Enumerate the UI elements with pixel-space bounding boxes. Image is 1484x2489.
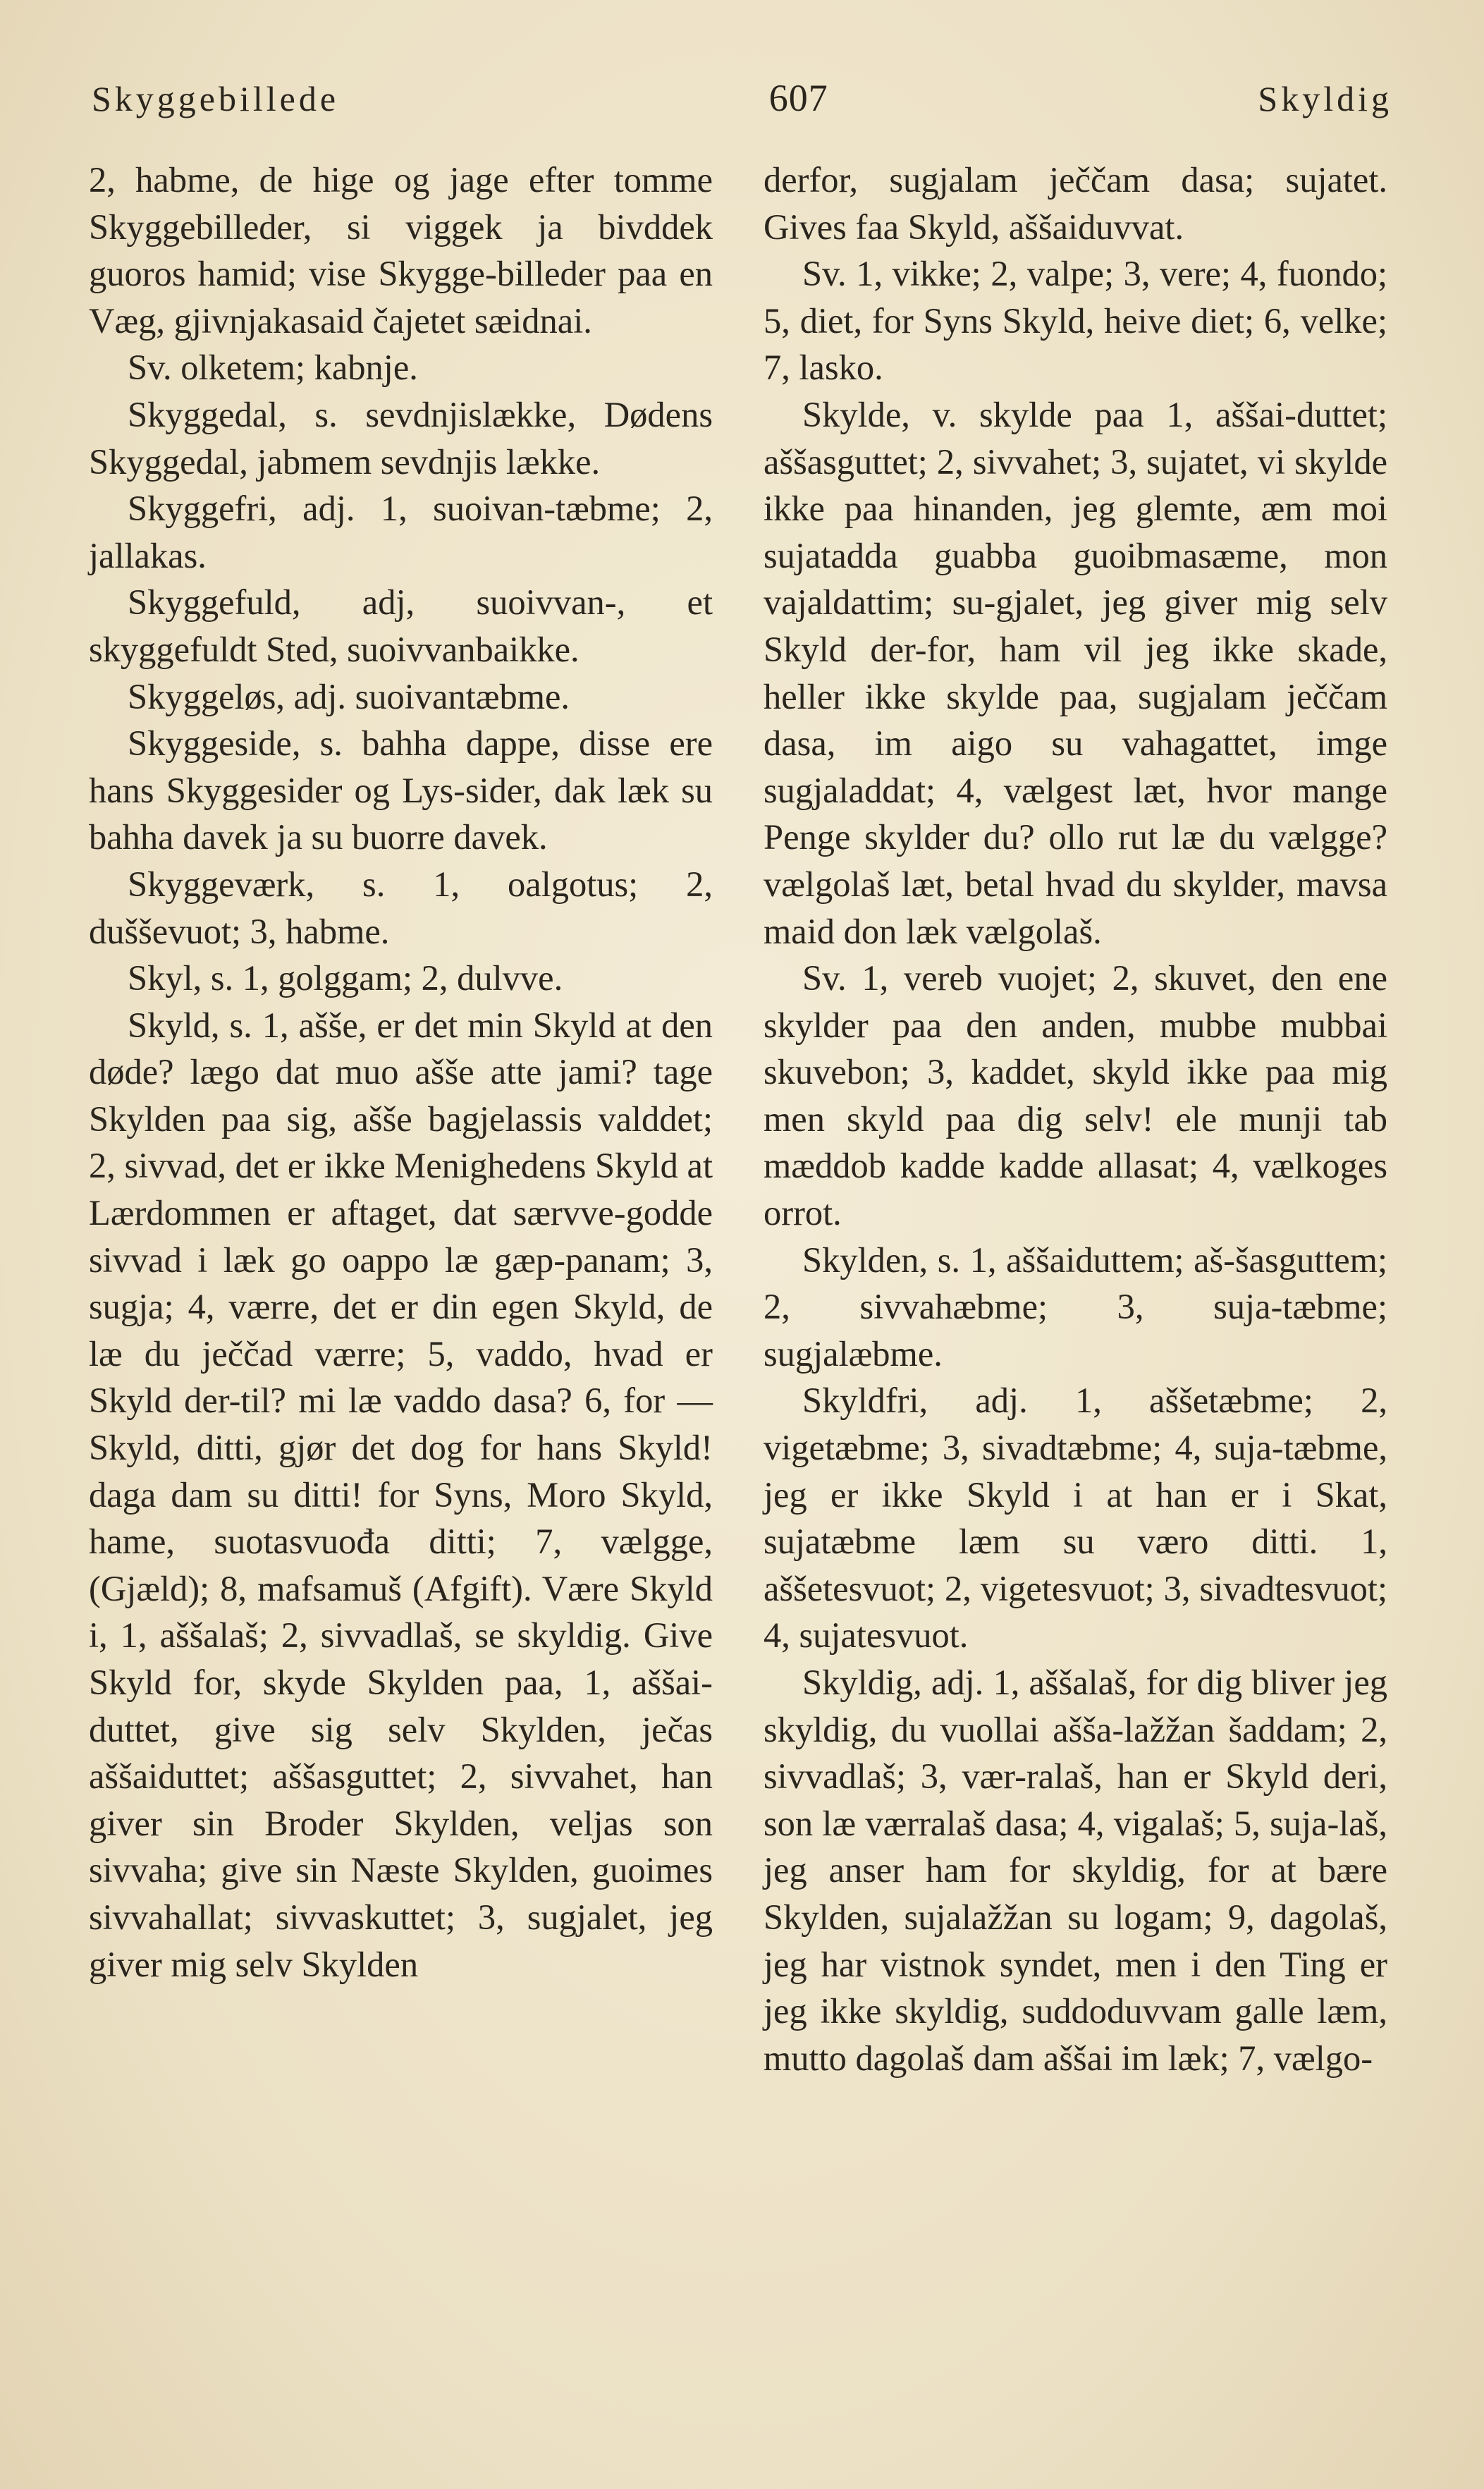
- entry-paragraph: Sv. 1, vikke; 2, valpe; 3, vere; 4, fuondo; 5, diet, for Syns Skyld, heive diet; 6, velke; 7, lasko.: [764, 254, 1387, 388]
- entry-paragraph: Skyggefri, adj. 1, suoivan-tæbme; 2, jallakas.: [89, 489, 713, 575]
- entry-paragraph: Skylde, v. skylde paa 1, aššai-duttet; aššasguttet; 2, sivvahet; 3, sujatet, vi skylde ikke paa hinanden, jeg glemte, æm moi sujatadda guabba guoibmasæme, mon vajaldattim; su-gjalet, jeg giver mig selv Skyld der-for, ham vil jeg ikke skade, heller ikke skylde paa, sugjalam ječčam dasa, im aigo su vahagattet, imge sugjaladdat; 4, vælgest læt, hvor mange Penge skylder du? ollo rut læ du vælgge? vælgolaš læt, betal hvad du skylder, mavsa maid don læk vælgolaš.: [764, 394, 1387, 951]
- header-left-word: Skyggebillede: [92, 79, 340, 118]
- entry-paragraph: Skyggefuld, adj, suoivvan-, et skyggefuldt Sted, suoivvanbaikke.: [89, 582, 713, 669]
- page-number: 607: [768, 77, 828, 119]
- running-header: [92, 76, 1392, 133]
- entry-paragraph: Skyldig, adj. 1, aššalaš, for dig bliver jeg skyldig, du vuollai ašša-lažžan šaddam; 2, sivvadlaš; 3, vær-ralaš, han er Skyld deri, son læ værralaš dasa; 4, vigalaš; 5, suja-laš, jeg anser ham for skyldig, for at bære Skylden, sujalažžan su logam; 9, dagolaš, jeg har vistnok syndet, men i den Ting er jeg ikke skyldig, suddoduvvam galle læm, mutto dagolaš dam aššai im læk; 7, vælgo-: [764, 1663, 1387, 2078]
- left-column: [89, 157, 713, 1988]
- entry-paragraph: Skyld, s. 1, ašše, er det min Skyld at den døde? lægo dat muo ašše atte jami? tage Skylden paa sig, ašše bagjelassis valddet; 2, sivvad, det er ikke Menighedens Skyld at Lærdommen er aftaget, dat særvve-godde sivvad i læk go oappo læ gæp-panam; 3, sugja; 4, værre, det er din egen Skyld, de læ du ječčad værre; 5, vaddo, hvad er Skyld der-til? mi læ vaddo dasa? 6, for — Skyld, ditti, gjør det dog for hans Skyld! daga dam su ditti! for Syns, Moro Skyld, hame, suotasvuođa ditti; 7, vælgge, (Gjæld); 8, mafsamuš (Afgift). Være Skyld i, 1, aššalaš; 2, sivvadlaš, se skyldig. Give Skyld for, skyde Skylden paa, 1, aššai-duttet, give sig selv Skylden, ječas aššaiduttet; aššasguttet; 2, sivvahet, han giver sin Broder Skylden, veljas son sivvaha; give sin Næste Skylden, guoimes sivvahallat; sivvaskuttet; 3, sugjalet, jeg giver mig selv Skylden: [89, 1005, 713, 1984]
- entry-paragraph: Skyggedal, s. sevdnjislække, Dødens Skyggedal, jabmem sevdnjis lække.: [89, 394, 713, 482]
- entry-paragraph: 2, habme, de hige og jage efter tomme Skyggebilleder, si viggek ja bivddek guoros hamid; vise Skygge-billeder paa en Væg, gjivnjakasaid čajetet sæidnai.: [89, 160, 713, 341]
- entry-paragraph: Sv. 1, vereb vuojet; 2, skuvet, den ene skylder paa den anden, mubbe mubbai skuvebon; 3, kaddet, skyld ikke paa mig men skyld paa dig selv! ele munji tab mæddob kadde kadde allasat; 4, vælkoges orrot.: [764, 958, 1387, 1233]
- entry-paragraph: Skyldfri, adj. 1, aššetæbme; 2, vigetæbme; 3, sivadtæbme; 4, suja-tæbme, jeg er ikke Skyld i at han er i Skat, sujatæbme læm su væro ditti. 1, aššetesvuot; 2, vigetesvuot; 3, sivadtesvuot; 4, sujatesvuot.: [764, 1381, 1387, 1656]
- entry-paragraph: Skyggeværk, s. 1, oalgotus; 2, dušševuot; 3, habme.: [89, 864, 713, 951]
- entry-paragraph: Skyggeside, s. bahha dappe, disse ere hans Skyggesider og Lys-sider, dak læk su bahha davek ja su buorre davek.: [89, 723, 713, 857]
- header-right-word: Skyldig: [1258, 79, 1392, 118]
- right-column: [764, 157, 1387, 2081]
- entry-paragraph: Skyggeløs, adj. suoivantæbme.: [128, 676, 570, 716]
- entry-paragraph: derfor, sugjalam ječčam dasa; sujatet. Gives faa Skyld, aššaiduvvat.: [764, 160, 1387, 247]
- entry-paragraph: Skyl, s. 1, golggam; 2, dulvve.: [128, 958, 563, 998]
- entry-paragraph: Skylden, s. 1, aššaiduttem; aš-šasguttem; 2, sivvahæbme; 3, suja-tæbme; sugjalæbme.: [764, 1240, 1387, 1374]
- entry-paragraph: Sv. olketem; kabnje.: [128, 348, 418, 388]
